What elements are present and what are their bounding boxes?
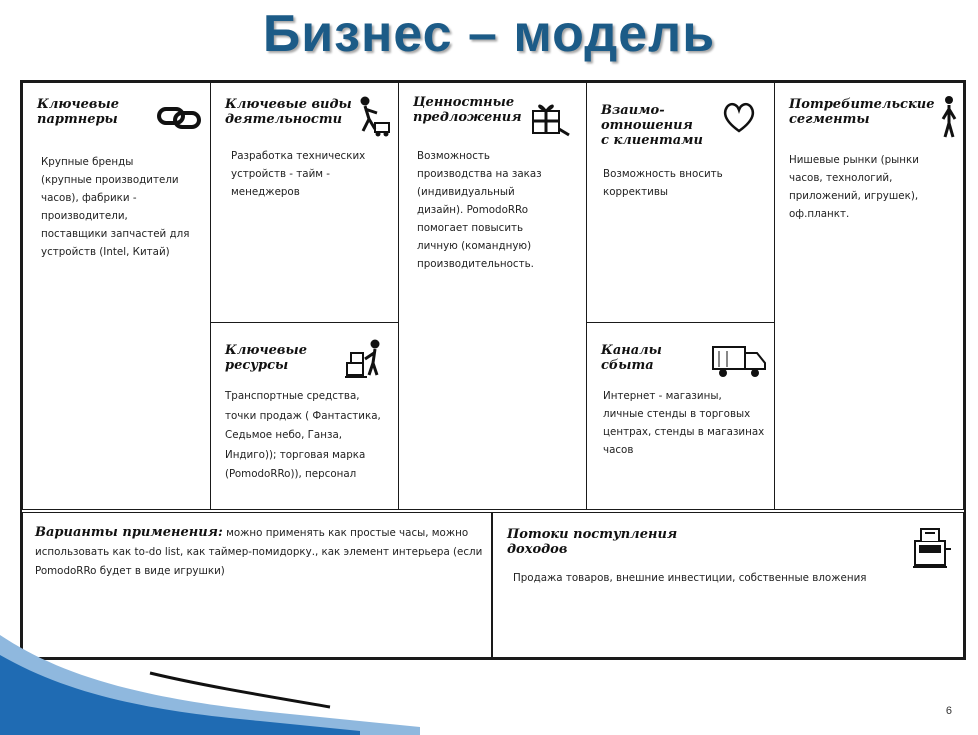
cell-channels	[586, 322, 776, 510]
use-cases-content	[35, 523, 483, 581]
business-model-canvas	[20, 80, 966, 660]
cell-title: Взаимо- отношения с клиентами	[601, 103, 703, 148]
page-number: 6	[945, 705, 952, 717]
cell-customer-segments	[774, 82, 964, 510]
cell-title: Ценностные предложения	[413, 95, 522, 125]
cell-title: Потребительские сегменты	[789, 97, 935, 127]
cell-title: Ключевые партнеры	[37, 97, 119, 127]
cash-register-icon	[909, 521, 953, 569]
cell-title: Ключевые виды деятельности	[225, 97, 352, 127]
cell-title: Ключевые ресурсы	[225, 343, 307, 373]
cell-title: Потоки поступления доходов	[507, 527, 678, 557]
slide-title: Бизнес – модель	[262, 5, 716, 63]
heart-icon	[721, 101, 757, 133]
cell-text: Крупные бренды (крупные производители часов), фабрики - производители, поставщики запчастей для устройств (Intel, Китай)	[41, 156, 190, 258]
cell-text: Возможность производства на заказ (индивидуальный дизайн). PomodoRRo помогает повысить личную (командную) производительность.	[417, 150, 542, 270]
cell-key-resources	[210, 322, 400, 510]
gift-box-icon	[527, 99, 573, 139]
cell-text: Транспортные средства, точки продаж ( Фантастика, Седьмое небо, Ганза, Индиго)); торговая марка (PomodoRRo)), персонал	[225, 390, 381, 480]
cell-key-partners	[22, 82, 212, 510]
worker-mowing-icon	[351, 95, 391, 137]
cell-customer-relationships	[586, 82, 776, 324]
cell-text: Продажа товаров, внешние инвестиции, собственные вложения	[513, 572, 867, 584]
cell-text: можно применять как простые часы, можно использовать как to-do list, как таймер-помидорку., как элемент интерьера (если PomodoRRo будет в виде игрушки)	[35, 527, 483, 577]
cell-title: Каналы сбыта	[601, 343, 662, 373]
worker-boxes-icon	[343, 337, 389, 383]
cell-title: Варианты применения:	[35, 525, 223, 540]
cell-text: Нишевые рынки (рынки часов, технологий, приложений, игрушек), оф.планкт.	[789, 154, 919, 220]
cell-value-propositions	[398, 82, 588, 510]
cell-text: Интернет - магазины, личные стенды в торговых центрах, стенды в магазинах часов	[603, 390, 765, 456]
decorative-swoosh	[0, 615, 420, 735]
truck-icon	[711, 341, 767, 381]
cell-text: Разработка технических устройств - тайм - менеджеров	[231, 150, 366, 198]
person-standing-icon	[937, 95, 961, 139]
chain-links-icon	[155, 99, 203, 135]
cell-key-activities	[210, 82, 400, 324]
cell-revenue-streams	[492, 512, 964, 658]
cell-text: Возможность вносить коррективы	[603, 168, 723, 198]
